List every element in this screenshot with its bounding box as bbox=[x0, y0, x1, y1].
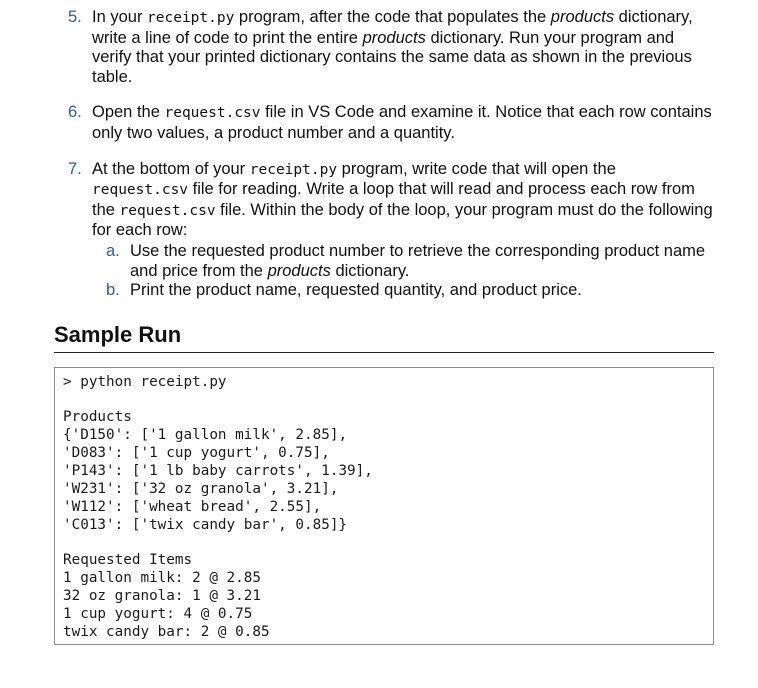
output-line: 'P143': ['1 lb baby carrots', 1.39], bbox=[63, 463, 373, 479]
sample-run-heading: Sample Run bbox=[54, 322, 714, 353]
inline-code: request.csv bbox=[164, 105, 261, 122]
emphasis-text: products bbox=[550, 8, 615, 26]
output-line: twix candy bar: 2 @ 0.85 bbox=[63, 624, 270, 640]
sub-step-text bbox=[130, 281, 582, 301]
output-line: Products bbox=[63, 409, 132, 425]
step-number: 6. bbox=[68, 103, 82, 122]
text-run: file in VS Code and examine it. Notice that each row contains only two values, a product number and a quantity. bbox=[92, 103, 712, 142]
output-line: 32 oz granola: 1 @ 3.21 bbox=[63, 588, 261, 604]
blank-line bbox=[63, 391, 705, 408]
output-line: {'D150': ['1 gallon milk', 2.85], bbox=[63, 427, 348, 443]
instruction-step-5 bbox=[54, 8, 714, 87]
output-line: > python receipt.py bbox=[63, 374, 227, 390]
text-run: dictionary. Run your program and verify that your printed dictionary contains the same data as shown in the previous table. bbox=[92, 28, 692, 86]
instruction-step-6 bbox=[54, 103, 714, 143]
emphasis-text: products bbox=[362, 28, 426, 47]
text-run: Open the bbox=[92, 103, 165, 122]
emphasis-text: products bbox=[267, 261, 331, 280]
output-line: 'W231': ['32 oz granola', 3.21], bbox=[63, 481, 339, 497]
sub-steps bbox=[92, 242, 714, 301]
sub-step-b bbox=[92, 281, 714, 301]
output-line: 'C013': ['twix candy bar', 0.85]} bbox=[63, 517, 348, 533]
inline-code: request.csv bbox=[119, 202, 216, 219]
text-run: In your bbox=[92, 8, 148, 26]
text-run: file. Within the body of the loop, your program must do the following for each row: bbox=[92, 200, 713, 240]
output-line: 'D083': ['1 cup yogurt', 0.75], bbox=[63, 445, 330, 461]
inline-code: receipt.py bbox=[147, 10, 235, 26]
text-run: program, after the code that populates the bbox=[234, 8, 551, 26]
sub-step-text bbox=[130, 242, 714, 281]
output-line: Requested Items bbox=[63, 552, 193, 568]
inline-code: request.csv bbox=[92, 182, 189, 199]
output-line: 1 gallon milk: 2 @ 2.85 bbox=[63, 570, 261, 586]
output-line: 'W112': ['wheat bread', 2.55], bbox=[63, 499, 322, 515]
text-run: program, write code that will open the bbox=[337, 159, 616, 178]
inline-code: receipt.py bbox=[249, 161, 338, 178]
step-number: 5. bbox=[68, 8, 82, 26]
step-text bbox=[92, 8, 714, 87]
sub-step-letter: b. bbox=[106, 281, 120, 300]
text-run: file for reading. Write a loop that will read and process each row from the bbox=[92, 180, 695, 219]
blank-line bbox=[63, 534, 705, 551]
step-number: 7. bbox=[68, 159, 82, 178]
instruction-list bbox=[54, 8, 714, 301]
instruction-step-7 bbox=[54, 160, 714, 301]
text-run: At the bottom of your bbox=[92, 159, 250, 178]
sample-run-output bbox=[54, 367, 714, 645]
step-text bbox=[92, 103, 714, 143]
text-run: Use the requested product number to retrieve the corresponding product name and price from the bbox=[130, 241, 706, 280]
text-run: dictionary. bbox=[330, 261, 410, 280]
sub-step-a bbox=[92, 242, 714, 281]
text-run: dictionary, write a line of code to print the entire bbox=[92, 8, 693, 47]
text-run: Print the product name, requested quantity, and product price. bbox=[130, 281, 582, 300]
sub-step-letter: a. bbox=[106, 241, 120, 260]
output-line: 1 cup yogurt: 4 @ 0.75 bbox=[63, 606, 253, 622]
step-text bbox=[92, 160, 714, 241]
